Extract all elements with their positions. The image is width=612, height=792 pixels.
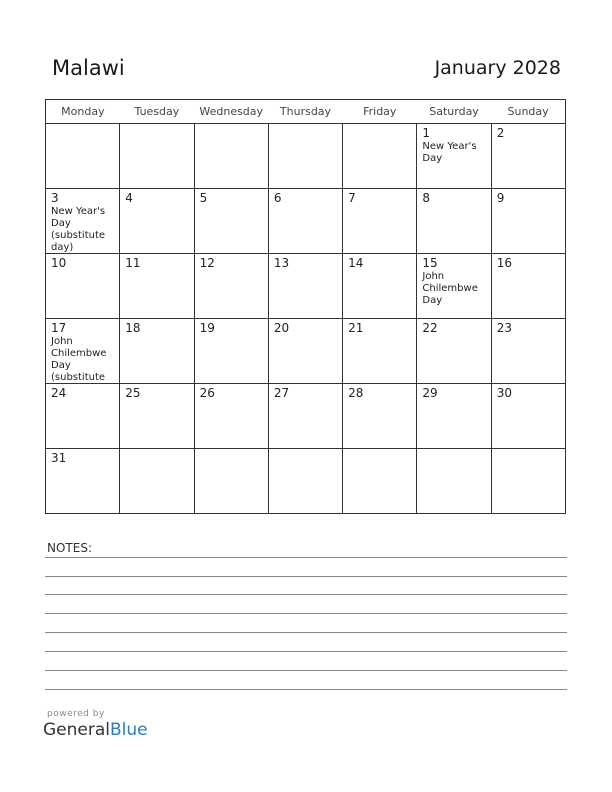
day-number: 15	[422, 256, 438, 270]
day-number: 17	[51, 321, 67, 335]
day-cell-content	[343, 124, 416, 188]
day-cell	[343, 189, 417, 254]
day-cell	[46, 254, 120, 319]
day-cell-content	[343, 384, 416, 448]
day-cell	[120, 189, 194, 254]
week-row	[46, 319, 566, 384]
day-cell	[120, 319, 194, 384]
day-cell	[491, 319, 565, 384]
day-cell-content	[417, 124, 490, 188]
week-row	[46, 124, 566, 189]
country-title: Malawi	[52, 56, 125, 80]
generalblue-logo	[43, 720, 148, 740]
day-number: 14	[348, 256, 364, 270]
day-cell	[343, 449, 417, 514]
day-number: 28	[348, 386, 364, 400]
day-number: 9	[496, 191, 505, 205]
day-cell-content	[46, 384, 119, 448]
day-cell	[343, 124, 417, 189]
note-line	[45, 651, 567, 652]
day-cell	[268, 449, 342, 514]
calendar-body	[46, 124, 566, 514]
day-cell	[194, 254, 268, 319]
day-number: 21	[348, 321, 364, 335]
holiday-label: John Chilembwe Day (substitute	[51, 336, 107, 383]
month-title: January 2028	[434, 57, 561, 79]
day-cell	[343, 384, 417, 449]
day-cell	[120, 384, 194, 449]
day-cell-content	[120, 189, 193, 253]
day-cell-content	[343, 449, 416, 513]
holiday-label: John Chilembwe Day	[422, 271, 478, 306]
day-cell-content	[417, 384, 490, 448]
day-cell	[194, 384, 268, 449]
day-cell-content	[195, 189, 268, 253]
weekday-header-row	[46, 100, 566, 124]
day-cell-content	[46, 319, 119, 383]
day-cell	[46, 124, 120, 189]
day-number: 23	[496, 321, 512, 335]
day-cell-content	[269, 319, 342, 383]
day-cell	[417, 189, 491, 254]
day-cell-content	[492, 254, 565, 318]
day-cell-content	[492, 319, 565, 383]
day-cell-content	[492, 189, 565, 253]
day-cell-content	[46, 124, 119, 188]
day-cell-content	[46, 449, 119, 513]
week-row	[46, 449, 566, 514]
weekday-friday: Friday	[343, 100, 417, 124]
day-cell-content	[343, 254, 416, 318]
brand-general: General	[43, 720, 110, 740]
powered-by-text: powered by	[47, 709, 105, 719]
day-cell-content	[343, 319, 416, 383]
brand-blue: Blue	[110, 720, 148, 740]
note-line	[45, 632, 567, 633]
day-cell-content	[269, 254, 342, 318]
day-cell	[417, 384, 491, 449]
notes-label: NOTES:	[47, 541, 92, 555]
day-number: 30	[496, 386, 512, 400]
day-number: 3	[51, 191, 59, 205]
day-number: 20	[273, 321, 290, 335]
day-number: 12	[199, 256, 215, 270]
day-number: 13	[273, 256, 290, 270]
day-cell-content	[417, 449, 490, 513]
day-number: 8	[422, 191, 431, 205]
day-cell	[120, 124, 194, 189]
day-number: 29	[422, 386, 438, 400]
day-number: 4	[125, 191, 133, 205]
day-cell	[120, 449, 194, 514]
day-cell-content	[195, 384, 268, 448]
day-cell-content	[417, 189, 490, 253]
day-cell-content	[269, 384, 342, 448]
day-cell	[194, 449, 268, 514]
note-line	[45, 689, 567, 690]
day-cell	[194, 189, 268, 254]
weekday-tuesday: Tuesday	[120, 100, 194, 124]
day-number: 31	[51, 451, 67, 465]
day-cell-content	[269, 124, 342, 188]
day-number: 1	[422, 126, 431, 140]
weekday-thursday: Thursday	[268, 100, 342, 124]
day-number: 5	[199, 191, 208, 205]
day-number: 7	[348, 191, 356, 205]
day-number: 10	[51, 256, 67, 270]
day-cell	[491, 189, 565, 254]
day-cell	[46, 189, 120, 254]
note-line	[45, 576, 567, 577]
day-cell	[268, 124, 342, 189]
day-cell	[343, 254, 417, 319]
day-number: 18	[125, 321, 141, 335]
day-cell-content	[120, 384, 193, 448]
day-number: 24	[51, 386, 67, 400]
day-cell	[417, 319, 491, 384]
day-cell-content	[269, 189, 342, 253]
day-cell	[417, 449, 491, 514]
day-cell	[343, 319, 417, 384]
day-cell	[268, 189, 342, 254]
day-cell	[194, 319, 268, 384]
week-row	[46, 384, 566, 449]
day-cell	[46, 319, 120, 384]
day-cell	[268, 384, 342, 449]
day-cell-content	[195, 319, 268, 383]
day-cell	[491, 254, 565, 319]
day-cell	[417, 254, 491, 319]
day-cell-content	[492, 124, 565, 188]
day-number: 11	[125, 256, 141, 270]
weekday-monday: Monday	[46, 100, 120, 124]
week-row	[46, 189, 566, 254]
day-number: 19	[199, 321, 215, 335]
day-cell-content	[120, 319, 193, 383]
day-cell-content	[269, 449, 342, 513]
day-cell-content	[492, 384, 565, 448]
weekday-saturday: Saturday	[417, 100, 491, 124]
day-cell	[491, 449, 565, 514]
day-cell	[491, 384, 565, 449]
day-cell	[46, 384, 120, 449]
day-cell-content	[120, 254, 193, 318]
note-line	[45, 594, 567, 595]
day-number: 6	[273, 191, 282, 205]
day-cell-content	[120, 124, 193, 188]
calendar-grid	[45, 99, 566, 514]
day-cell	[491, 124, 565, 189]
day-cell	[194, 124, 268, 189]
weekday-sunday: Sunday	[491, 100, 565, 124]
day-number: 16	[496, 256, 512, 270]
day-cell-content	[195, 124, 268, 188]
note-line	[45, 670, 567, 671]
note-line	[45, 613, 567, 614]
holiday-label: New Year's Day	[422, 141, 477, 164]
weekday-wednesday: Wednesday	[194, 100, 268, 124]
day-cell-content	[120, 449, 193, 513]
day-number: 2	[496, 126, 505, 140]
day-cell	[417, 124, 491, 189]
day-cell-content	[492, 449, 565, 513]
day-cell	[268, 254, 342, 319]
day-cell-content	[195, 449, 268, 513]
day-cell	[268, 319, 342, 384]
day-cell	[46, 449, 120, 514]
day-cell-content	[343, 189, 416, 253]
day-cell-content	[417, 254, 490, 318]
note-line	[45, 557, 567, 558]
day-cell-content	[46, 189, 119, 253]
day-number: 22	[422, 321, 438, 335]
day-number: 27	[273, 386, 290, 400]
week-row	[46, 254, 566, 319]
holiday-label: New Year's Day (substitute day)	[51, 206, 106, 253]
day-cell	[120, 254, 194, 319]
day-number: 25	[125, 386, 141, 400]
day-cell-content	[417, 319, 490, 383]
day-cell-content	[195, 254, 268, 318]
day-cell-content	[46, 254, 119, 318]
day-number: 26	[199, 386, 215, 400]
